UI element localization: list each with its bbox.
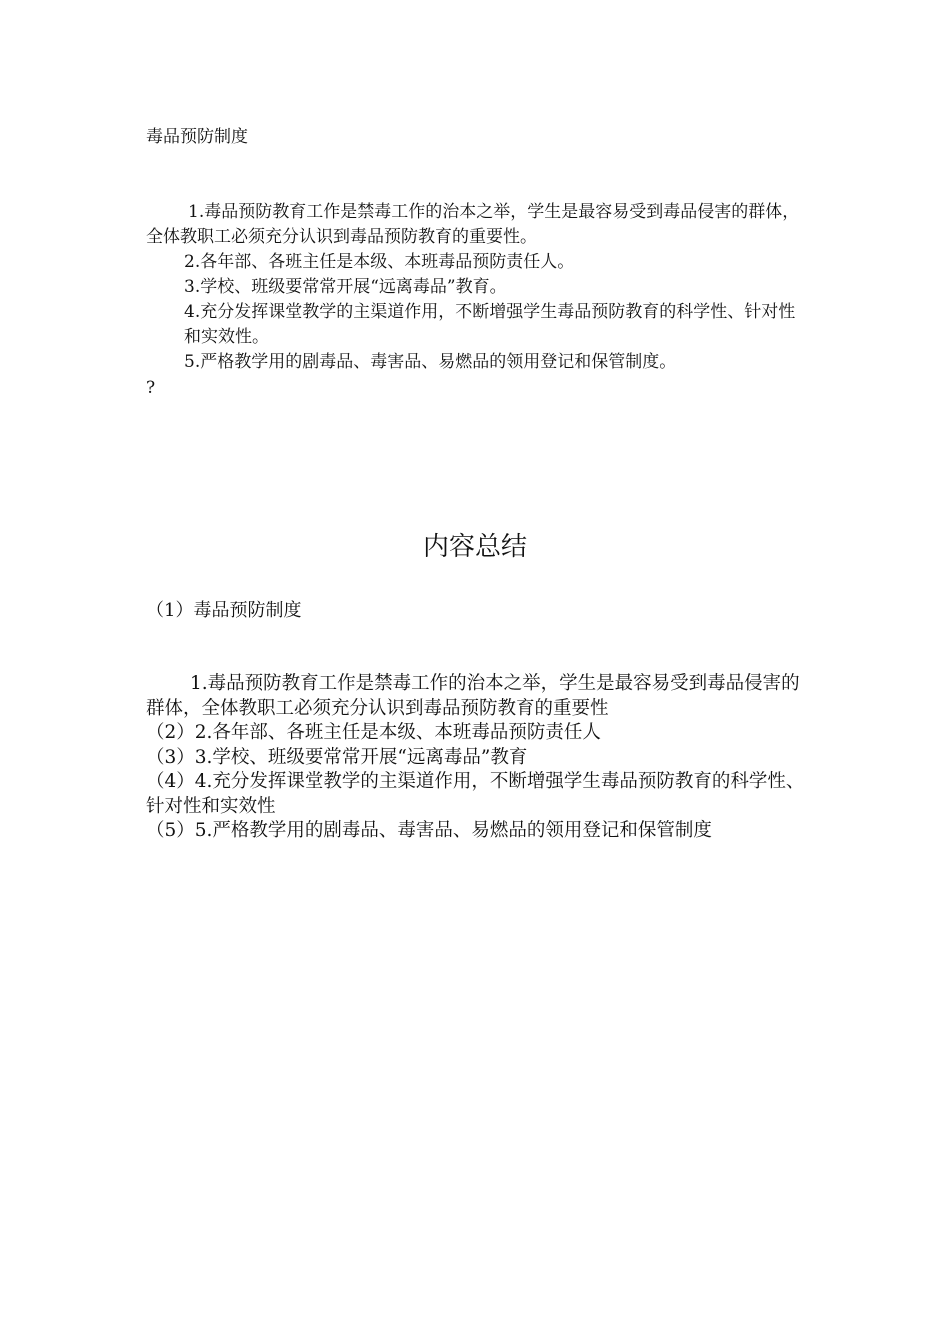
- regulation-item-1: 1.毒品预防教育工作是禁毒工作的治本之举，学生是最容易受到毒品侵害的群体，全体教职工必须充分认识到毒品预防教育的重要性。: [146, 202, 800, 247]
- summary-heading: 内容总结: [422, 532, 527, 562]
- summary-item-2: （2）2.各年部、各班主任是本级、本班毒品预防责任人: [146, 722, 601, 743]
- regulation-list: [146, 200, 806, 375]
- regulation-item-2: 2.各年部、各班主任是本级、本班毒品预防责任人。: [184, 252, 575, 272]
- document-title: 毒品预防制度: [146, 127, 248, 147]
- regulation-item-5: 5.严格教学用的剧毒品、毒害品、易燃品的领用登记和保管制度。: [184, 352, 677, 372]
- summary-item-3: （3）3.学校、班级要常常开展“远离毒品”教育: [146, 746, 528, 768]
- stray-question-mark: ?: [146, 378, 156, 398]
- summary-item-4: （4）4.充分发挥课堂教学的主渠道作用，不断增强学生毒品预防教育的科学性、针对性和实效性: [146, 771, 805, 817]
- summary-item-5: （5）5.严格教学用的剧毒品、毒害品、易燃品的领用登记和保管制度: [146, 820, 712, 841]
- regulation-item-4: 4.充分发挥课堂教学的主渠道作用，不断增强学生毒品预防教育的科学性、针对性和实效性。: [184, 302, 796, 347]
- summary-item-1: 1.毒品预防教育工作是禁毒工作的治本之举，学生是最容易受到毒品侵害的群体，全体教职工必须充分认识到毒品预防教育的重要性: [146, 673, 800, 719]
- summary-list: [146, 672, 806, 844]
- regulation-item-3: 3.学校、班级要常常开展“远离毒品”教育。: [184, 277, 507, 297]
- summary-subtitle: （1）毒品预防制度: [146, 600, 302, 621]
